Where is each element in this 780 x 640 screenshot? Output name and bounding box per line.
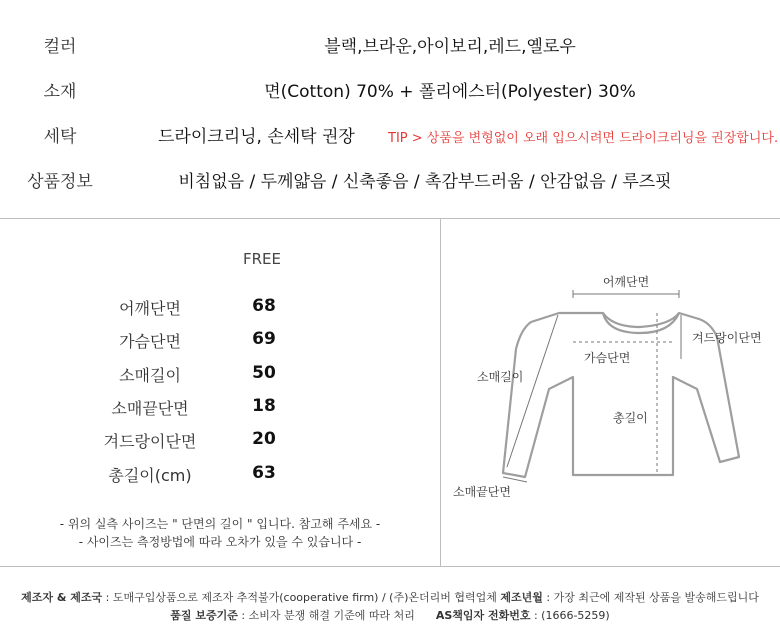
size-label-shoulder: 어깨단면 [119,299,181,318]
diagram-armpit-label: 겨드랑이단면 [692,331,762,345]
size-note-2: - 사이즈는 측정방법에 따라 오차가 있을 수 있습니다 - [78,535,362,549]
size-note-1: - 위의 실측 사이즈는 " 단면의 길이 " 입니다. 참고해 주세요 - [59,517,381,531]
footer-as-label: AS책임자 전화번호 [435,609,531,622]
sleeve-line [507,315,558,467]
diagram-cuff-label: 소매끝단면 [453,485,511,499]
divider-bottom [0,566,780,567]
spec-label-material: 소재 [43,82,77,102]
washing-tip: TIP > 상품을 변형없이 오래 입으시려면 드라이크리닝을 권장합니다. [388,131,779,146]
spec-value-material: 면(Cotton) 70% + 폴리에스터(Polyester) 30% [264,82,636,102]
footer-quality-text: : 소비자 분쟁 해결 기준에 따라 처리 [237,609,436,622]
size-value-chest: 69 [252,329,276,349]
spec-label-color: 컬러 [43,37,77,57]
size-value-cuff: 18 [252,396,276,416]
footer-date-text: : 가장 최근에 제작된 상품을 발송해드립니다 [542,591,759,604]
size-value-shoulder: 68 [252,296,276,316]
size-label-sleeve: 소매길이 [119,366,181,385]
size-value-length: 63 [252,463,276,483]
spec-value-info: 비침없음 / 두께얇음 / 신축좋음 / 촉감부드러움 / 안감없음 / 루즈핏 [178,172,672,192]
footer-quality-label: 품질 보증기준 [170,609,238,622]
size-header: FREE [242,250,281,268]
footer-date-label: 제조년월 [500,591,543,604]
footer-as-text: : (1666-5259) [530,609,610,622]
spec-label-washing: 세탁 [43,127,77,147]
size-value-sleeve: 50 [252,363,276,383]
spec-value-color: 블랙,브라운,아이보리,레드,옐로우 [324,37,576,57]
footer-manufacturer-label: 제조자 & 제조국 [21,591,103,604]
diagram-shoulder-label: 어깨단면 [602,275,650,289]
spec-label-info: 상품정보 [27,172,93,192]
size-value-armpit: 20 [252,429,276,449]
size-label-length: 총길이(cm) [108,466,192,485]
size-label-cuff: 소매끝단면 [111,399,189,418]
footer-line-2 [0,607,780,623]
size-label-armpit: 겨드랑이단면 [103,432,197,451]
garment-diagram [441,219,780,565]
footer-line-1 [0,589,780,605]
footer-manufacturer-text: : 도매구입상품으로 제조자 추적불가(cooperative firm) / (주)온더리버 협력업체 [102,591,501,604]
diagram-length-label: 총길이 [613,411,648,425]
size-label-chest: 가슴단면 [119,332,181,351]
diagram-chest-label: 가슴단면 [584,351,631,365]
diagram-sleeve-label: 소매길이 [477,370,524,384]
spec-value-washing: 드라이크리닝, 손세탁 권장 [158,127,355,147]
